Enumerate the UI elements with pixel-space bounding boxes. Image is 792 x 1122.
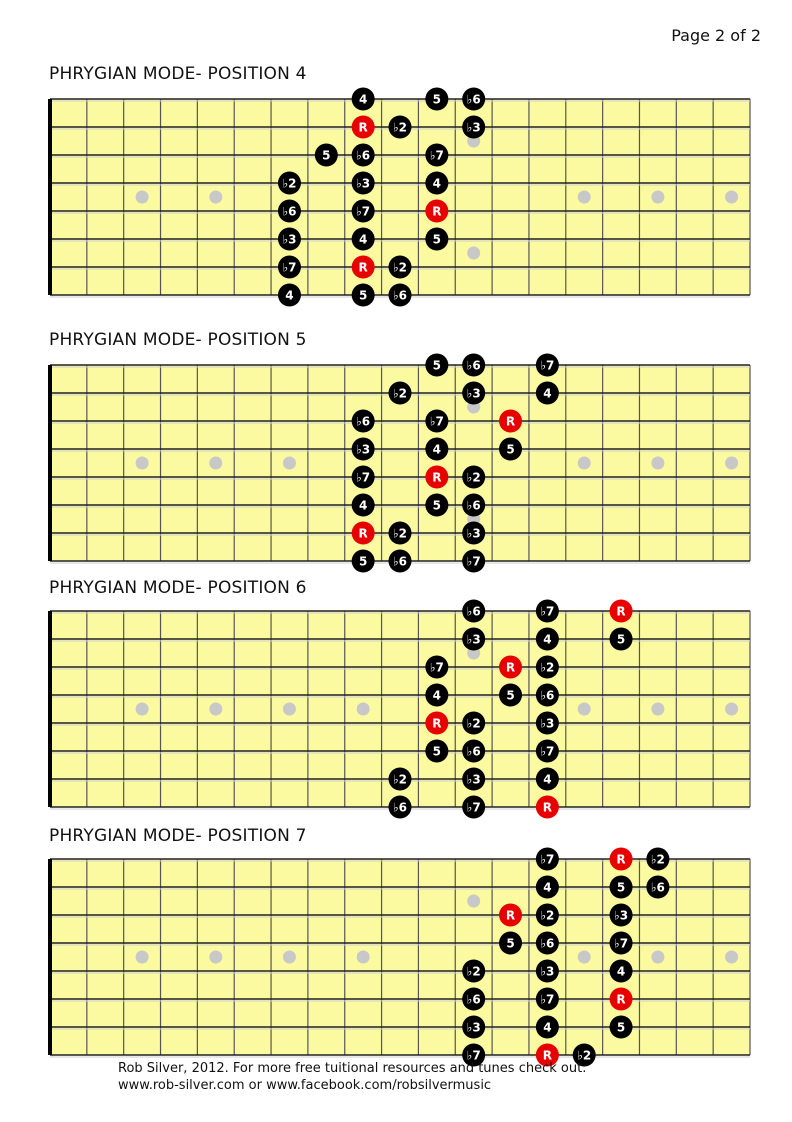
note-label: ♭2 <box>392 120 408 135</box>
root-note-marker <box>610 848 633 871</box>
note-label: ♭3 <box>540 716 555 731</box>
note-label: ♭3 <box>356 442 371 457</box>
note-label: ♭3 <box>466 772 481 787</box>
note-label: ♭2 <box>577 1048 592 1063</box>
root-note-marker <box>610 988 633 1011</box>
scale-note-marker <box>610 876 633 899</box>
note-label: ♭3 <box>466 632 481 647</box>
root-note-marker <box>499 904 522 927</box>
note-label: ♭6 <box>392 554 408 569</box>
note-label: 4 <box>358 498 368 513</box>
scale-note-marker <box>536 988 559 1011</box>
note-label: ♭3 <box>356 176 371 191</box>
note-label: ♭6 <box>466 744 481 759</box>
note-label: ♭7 <box>540 604 555 619</box>
diagram-title-3: PHRYGIAN MODE- POSITION 6 <box>49 578 307 598</box>
note-label: R <box>432 470 442 485</box>
note-label: 4 <box>543 1020 552 1035</box>
note-label: ♭3 <box>540 964 555 979</box>
note-label: ♭2 <box>392 260 408 275</box>
note-label: 5 <box>322 148 331 163</box>
scale-note-marker <box>536 932 559 955</box>
inlay-dot <box>651 951 664 964</box>
inlay-dot <box>578 951 591 964</box>
note-label: ♭7 <box>429 660 444 675</box>
note-label: 4 <box>432 176 442 191</box>
scale-note-marker <box>610 932 633 955</box>
fretboard-background <box>50 859 750 1055</box>
note-label: 5 <box>616 1020 626 1035</box>
note-label: ♭7 <box>466 1048 481 1063</box>
scale-note-marker <box>646 876 669 899</box>
note-label: 5 <box>616 632 626 647</box>
note-label: ♭6 <box>282 204 297 219</box>
note-label: 5 <box>506 936 515 951</box>
note-label: ♭2 <box>466 470 481 485</box>
note-label: ♭6 <box>466 92 481 107</box>
scale-note-marker <box>610 904 633 927</box>
note-label: ♭6 <box>466 358 481 373</box>
note-label: 4 <box>432 688 442 703</box>
note-label: ♭2 <box>540 660 555 675</box>
note-label: ♭2 <box>466 964 481 979</box>
note-label: ♭6 <box>540 688 555 703</box>
note-label: ♭3 <box>466 386 481 401</box>
note-label: ♭6 <box>356 148 371 163</box>
inlay-dot <box>136 951 149 964</box>
note-label: ♭7 <box>540 992 555 1007</box>
note-label: ♭2 <box>650 852 665 867</box>
note-label: 5 <box>358 554 368 569</box>
scale-note-marker <box>610 960 633 983</box>
note-label: 4 <box>616 964 626 979</box>
note-label: 5 <box>432 498 442 513</box>
note-label: 4 <box>543 632 552 647</box>
note-label: ♭7 <box>429 414 444 429</box>
inlay-dot <box>283 951 296 964</box>
note-label: ♭6 <box>392 800 408 815</box>
note-label: 4 <box>543 386 552 401</box>
note-label: R <box>542 1048 552 1063</box>
scale-note-marker <box>536 876 559 899</box>
note-label: ♭7 <box>282 260 297 275</box>
note-label: R <box>358 120 368 135</box>
scale-note-marker <box>462 960 485 983</box>
note-label: R <box>505 414 516 429</box>
scale-note-marker <box>610 1016 633 1039</box>
scale-note-marker <box>462 988 485 1011</box>
note-label: 5 <box>616 880 626 895</box>
note-label: ♭6 <box>466 498 481 513</box>
note-label: R <box>542 800 552 815</box>
note-label: ♭2 <box>282 176 297 191</box>
note-label: ♭3 <box>614 908 629 923</box>
note-label: ♭6 <box>540 936 555 951</box>
note-label: R <box>358 526 368 541</box>
nut <box>48 859 52 1055</box>
note-label: R <box>505 908 516 923</box>
note-label: 5 <box>432 358 442 373</box>
note-label: ♭7 <box>540 744 555 759</box>
note-label: 4 <box>285 288 294 303</box>
diagram-title-1: PHRYGIAN MODE- POSITION 4 <box>49 64 307 84</box>
note-label: ♭2 <box>392 772 408 787</box>
note-label: R <box>505 660 516 675</box>
footer-links: www.rob-silver.com or www.facebook.com/robsilvermusic <box>118 1078 492 1093</box>
inlay-dot <box>725 951 738 964</box>
page-number: Page 2 of 2 <box>671 26 761 45</box>
note-label: ♭3 <box>282 232 297 247</box>
note-label: ♭7 <box>614 936 629 951</box>
scale-note-marker <box>536 848 559 871</box>
note-label: ♭6 <box>650 880 665 895</box>
note-label: R <box>358 260 368 275</box>
scale-note-marker <box>536 1016 559 1039</box>
note-label: ♭7 <box>466 554 481 569</box>
inlay-dot <box>357 951 370 964</box>
note-label: ♭7 <box>356 204 371 219</box>
note-label: R <box>432 716 442 731</box>
scale-note-marker <box>499 932 522 955</box>
note-label: ♭7 <box>540 852 555 867</box>
diagram-title-2: PHRYGIAN MODE- POSITION 5 <box>49 330 307 350</box>
note-label: 5 <box>432 232 442 247</box>
note-label: ♭7 <box>356 470 371 485</box>
note-label: 5 <box>506 688 515 703</box>
note-label: ♭3 <box>466 1020 481 1035</box>
note-label: ♭6 <box>466 604 481 619</box>
note-label: R <box>432 204 442 219</box>
note-label: R <box>616 604 626 619</box>
note-label: ♭2 <box>392 526 408 541</box>
diagram-title-4: PHRYGIAN MODE- POSITION 7 <box>49 826 307 846</box>
note-label: ♭7 <box>466 800 481 815</box>
note-label: 4 <box>543 772 552 787</box>
note-label: ♭2 <box>392 386 408 401</box>
scale-note-marker <box>536 904 559 927</box>
note-label: 5 <box>358 288 368 303</box>
note-label: ♭6 <box>392 288 408 303</box>
note-label: R <box>616 852 626 867</box>
note-label: ♭7 <box>540 358 555 373</box>
note-label: 4 <box>358 92 368 107</box>
note-label: ♭3 <box>466 526 481 541</box>
note-label: ♭2 <box>466 716 481 731</box>
footer-credit: Rob Silver, 2012. For more free tuitional resources and tunes check out: <box>118 1061 587 1076</box>
note-label: 4 <box>358 232 368 247</box>
note-label: R <box>616 992 626 1007</box>
note-label: 5 <box>506 442 515 457</box>
note-label: ♭2 <box>540 908 555 923</box>
note-label: 5 <box>432 92 442 107</box>
note-label: ♭7 <box>429 148 444 163</box>
note-label: 4 <box>432 442 442 457</box>
note-label: ♭6 <box>466 992 481 1007</box>
note-label: 4 <box>543 880 552 895</box>
note-label: ♭6 <box>356 414 371 429</box>
inlay-dot <box>209 951 222 964</box>
scale-note-marker <box>536 960 559 983</box>
scale-note-marker <box>646 848 669 871</box>
note-label: 5 <box>432 744 442 759</box>
note-label: ♭3 <box>466 120 481 135</box>
inlay-dot <box>467 895 480 908</box>
scale-note-marker <box>462 1016 485 1039</box>
